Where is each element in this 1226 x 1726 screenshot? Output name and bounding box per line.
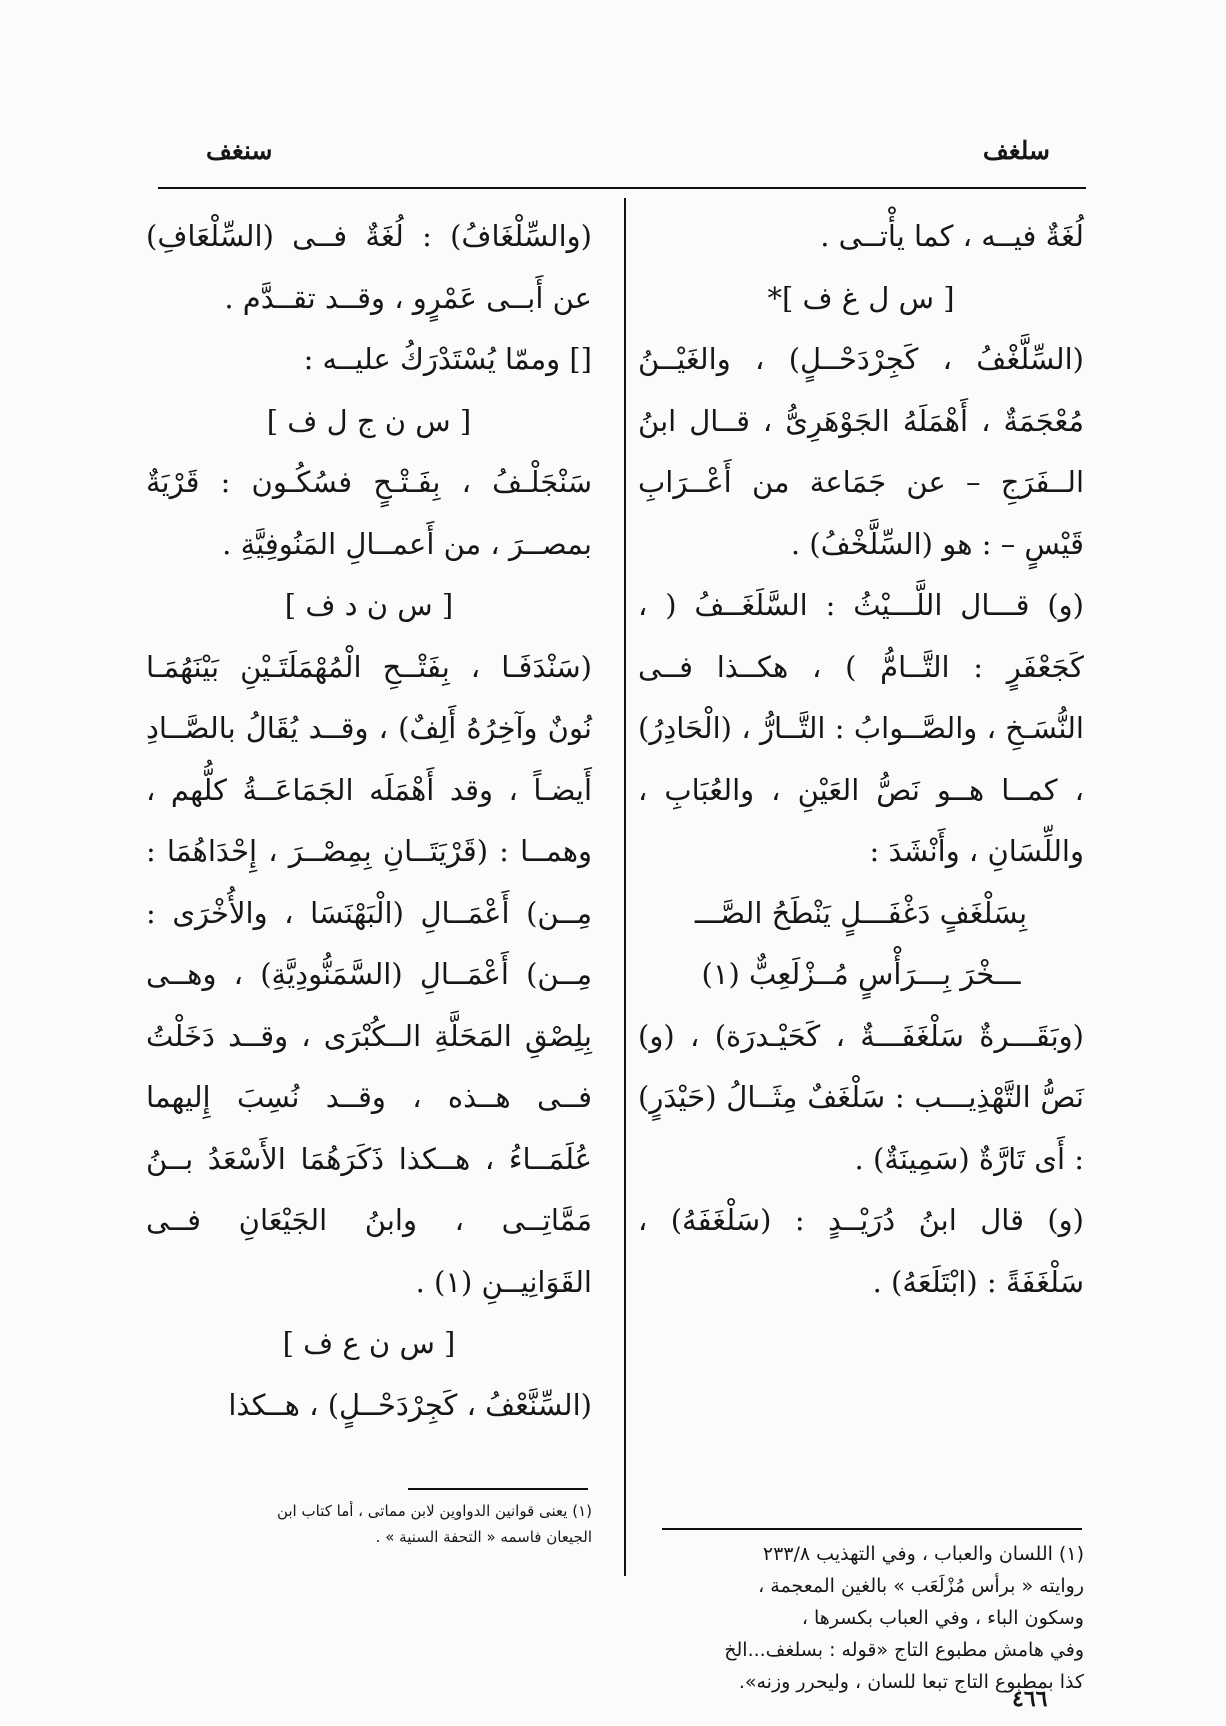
paragraph: (و) قال ابنُ دُرَيْــدٍ : (سَلْغَفَهُ) ، سَلْغَفَةً : (ابْتَلَعَهُ) . — [638, 1203, 1084, 1299]
footnote-line: روايته « برأس مُزْلَعَب » بالغين المعجمة ، — [758, 1575, 1084, 1597]
left-column — [146, 206, 592, 1436]
footnote-line: وفي هامش مطبوع التاج «قوله : بسلغف...الخ — [724, 1639, 1084, 1661]
footnote-line: وسكون الباء ، وفي العباب بكسرها ، — [801, 1607, 1084, 1629]
paragraph: سَنْجَلْـفُ ، بِفَـتْـحٍ فسُكُـون : قَرْيَةٌ بمصــرَ ، من أَعمــالِ المَنُوفِيَّةِ . — [146, 465, 592, 561]
right-column — [638, 206, 1084, 1313]
running-headword-left: سنغف — [206, 136, 273, 165]
paragraph: (السِّنَّعْفُ ، كَجِرْدَحْــلٍ) ، هــكذا — [228, 1387, 592, 1422]
verse-line: ـــخْرَ بِـــرَأْسٍ مُــزْلَعِبٌّ (١) — [701, 957, 1021, 991]
page-number: ٤٦٦ — [1012, 1686, 1048, 1712]
entry-heading: [ س ن ع ف ] — [282, 1326, 456, 1360]
column-divider — [624, 198, 626, 1576]
footnote-right — [644, 1538, 1084, 1698]
footnote-line: كذا بمطبوع التاج تبعا للسان ، وليحرر وزنه». — [738, 1671, 1084, 1693]
paragraph: (سَنْدَفَـا ، بِفَتْــحِ الْمُهْمَلَتَـيْنِ بَيْنَهُمَـا نُونٌ وآخِرُهُ أَلِفٌ) ، وقــد يُقَالُ بالصَّــادِ أَيضـاً ، وقد أَهْمَلَه الجَمَاعَــةُ كلُّهم ، وهمــا : (قَرْيَتَــانِ بِمِصْــرَ ، إِحْدَاهُمَا : مِــن) أَعْمَــالِ (الْبَهْنَسَا ، والأُخْرَى : مِــن) أَعْمَــالِ (السَّمَنُّودِيَّةِ) ، وهــى بِلِصْقِ المَحَلَّةِ الــكُبْرَى ، وقــد دَخَلْتُ فــى هــذه ، وقــد نُسِبَ إِليهما عُلَمَــاءُ ، هــكذا ذَكَرَهُمَا الأَسْعَدُ بــنُ مَمَّاتِــى ، وابنُ الجَيْعَانِ فــى القَوَانِيــنِ (١) . — [146, 649, 592, 1299]
paragraph: لُغَةٌ فيــه ، كما يأْتــى . — [820, 219, 1084, 253]
footnote-line: الجيعان فاسمه « التحفة السنية » . — [375, 1528, 592, 1546]
entry-heading: [ س ن د ف ] — [284, 588, 454, 622]
entry-heading: [ س ل غ ف ]* — [767, 280, 955, 315]
header-rule — [158, 187, 1086, 189]
paragraph: (والسِّلْغَافُ) : لُغَةٌ فــى (السِّلْعَافِ) عن أَبــى عَمْرٍو ، وقــد تقــدَّم . — [146, 219, 592, 315]
paragraph: [] وممّا يُسْتَدْرَكُ عليــه : — [303, 342, 592, 376]
paragraph: (وبَقَـــرةٌ سَلْغَفَـــةٌ ، كَحَيْـدرَة) ، (و) نَصُّ التَّهْذِيـــب : سَلْغَفٌ مِثَــالُ (حَيْدَرٍ) : أَى تَارَّةٌ (سَمِينَةٌ) . — [638, 1018, 1084, 1176]
running-headword-right: سلغف — [982, 136, 1050, 165]
footnote-line: (١) يعنى قوانين الدواوين لابن مماتى ، أما كتاب ابن — [276, 1502, 592, 1520]
footnote-line: (١) اللسان والعباب ، وفي التهذيب ٢٣٣/٨ — [762, 1543, 1084, 1565]
entry-heading: [ س ن ج ل ف ] — [266, 403, 472, 438]
paragraph: (السِّلَّغْفُ ، كَجِرْدَحْــلٍ) ، والغَيْــنُ مُعْجَمَةٌ ، أَهْمَلَهُ الجَوْهَرِىُّ ، قــال ابنُ الــفَرَجِ – عن جَمَاعة من أَعْــرَابِ قَيْسٍ – : هو (السِّلَّخْفُ) . — [638, 342, 1084, 561]
footnote-rule-left — [408, 1488, 588, 1490]
footnote-rule-right — [662, 1528, 1082, 1530]
verse-line: بِسَلْغَفٍ دَغْفَـــلٍ يَنْطَحُ الصَّـــ — [694, 895, 1028, 930]
paragraph: (و) قـــال اللَّـــيْثُ : السَّلَغَــفُ ( ، كَجَعْفَرٍ : التَّــامُّ ) ، هكــذا فــى النُّسَـخِ ، والصَّــوابُ : التَّــارُّ ، (الْحَادِرُ) ، كمــا هــو نَصُّ العَيْنِ ، والعُبَابِ ، واللِّسَانِ ، وأَنْشَدَ : — [638, 588, 1084, 868]
footnote-left — [146, 1498, 592, 1550]
